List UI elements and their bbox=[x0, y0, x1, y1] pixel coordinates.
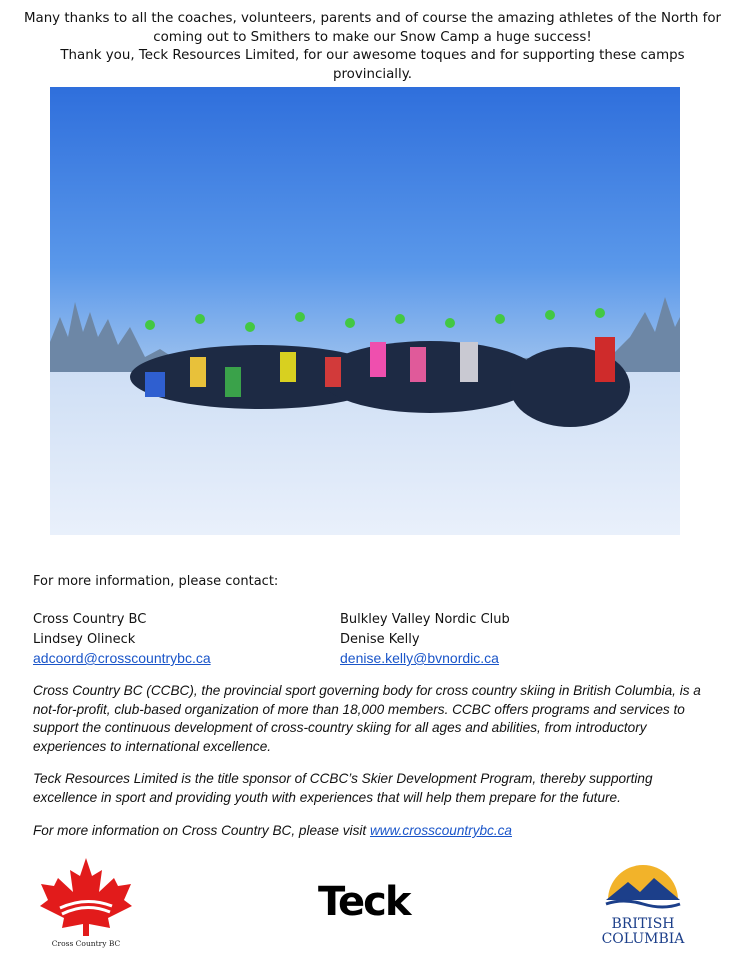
contact-name: Lindsey Olineck bbox=[33, 631, 136, 647]
group-photo bbox=[50, 87, 680, 535]
contact-email-link[interactable]: adcoord@crosscountrybc.ca bbox=[33, 650, 211, 666]
website-link[interactable]: www.crosscountrybc.ca bbox=[369, 823, 512, 838]
contact-name: Denise Kelly bbox=[340, 631, 420, 647]
contact-heading: For more information, please contact: bbox=[33, 574, 279, 589]
ccbc-description: Cross Country BC (CCBC), the provincial sport governing body for cross country skiing in British Columbia, is a not-for-profit, club-based organization of more than 18,000 members. CCBC offers programs and services to support the continuous development of cross-country skiing for all ages and abilities, from introductory experiences to international excellence. bbox=[33, 683, 701, 754]
intro-text bbox=[20, 10, 725, 84]
ccbc-logo-text: Cross Country BC bbox=[51, 939, 121, 948]
contact-org: Cross Country BC bbox=[33, 612, 147, 627]
bc-logo-line2: COLUMBIA bbox=[601, 931, 685, 947]
visit-line bbox=[33, 822, 713, 841]
teck-logo: Teck bbox=[318, 879, 410, 925]
bc-logo bbox=[588, 860, 698, 950]
bc-sun-icon bbox=[588, 860, 698, 912]
visit-prefix: For more information on Cross Country BC, please visit bbox=[33, 823, 370, 838]
contact-email-link[interactable]: denise.kelly@bvnordic.ca bbox=[340, 650, 499, 666]
ccbc-logo bbox=[36, 856, 136, 946]
bc-logo-line1: BRITISH bbox=[611, 916, 675, 932]
contact-ccbc bbox=[33, 610, 211, 670]
teck-thanks-line: Thank you, Teck Resources Limited, for our awesome toques and for supporting these camps provincially. bbox=[60, 48, 685, 82]
contact-org: Bulkley Valley Nordic Club bbox=[340, 612, 510, 627]
teck-description: Teck Resources Limited is the title sponsor of CCBC’s Skier Development Program, thereby supporting excellence in sport and providing youth with experiences that will help them prepare for the future. bbox=[33, 771, 653, 805]
maple-leaf-icon bbox=[36, 856, 136, 936]
thanks-line: Many thanks to all the coaches, volunteers, parents and of course the amazing athletes of the North for coming out to Smithers to make our Snow Camp a huge success! bbox=[23, 11, 722, 45]
contact-bvnc bbox=[340, 610, 510, 670]
